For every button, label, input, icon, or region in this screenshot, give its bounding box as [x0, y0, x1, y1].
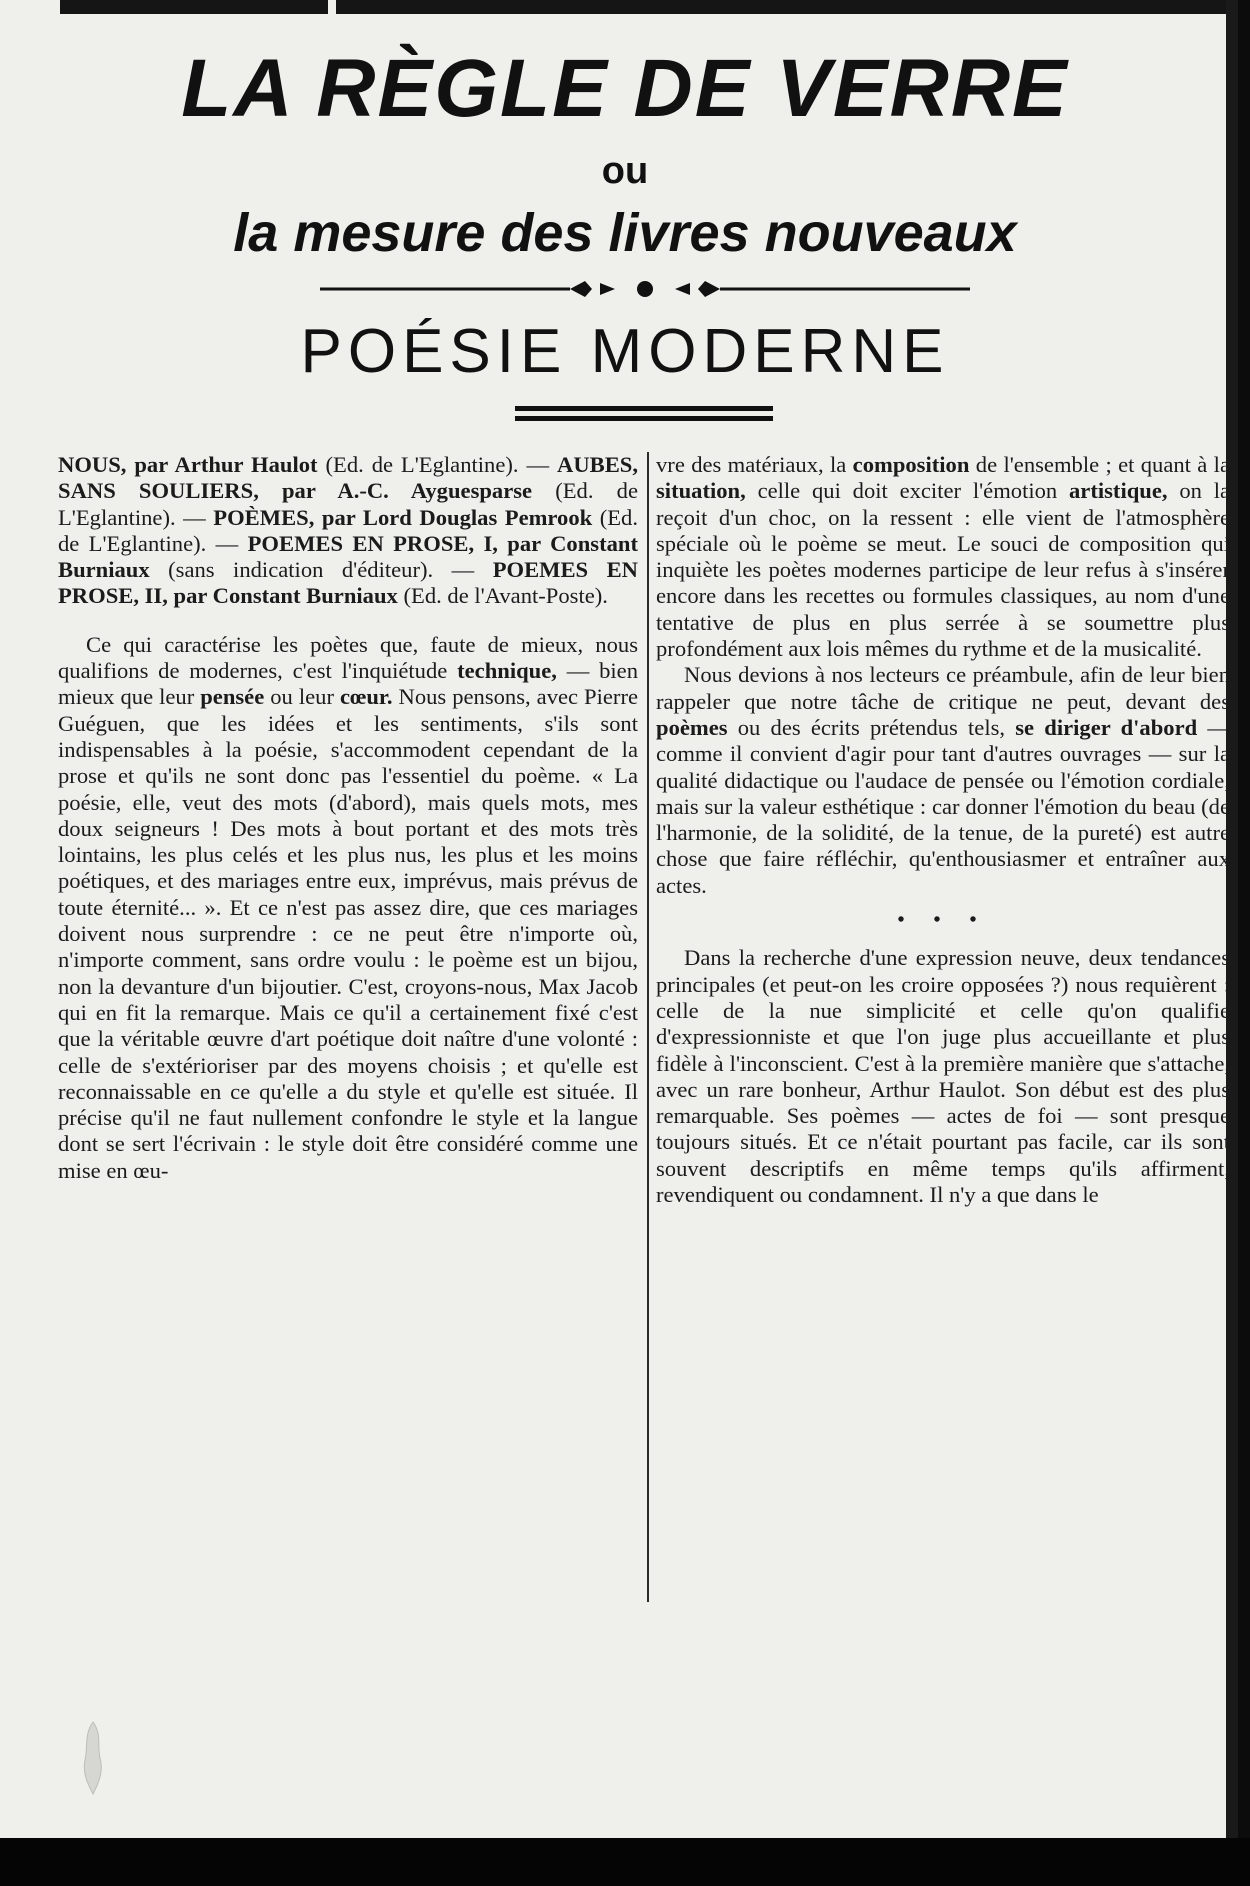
scan-smudge-mark [80, 1720, 106, 1796]
double-rule-divider [515, 406, 773, 424]
article-title: LA RÈGLE DE VERRE [181, 43, 1069, 134]
scan-border-bottom [0, 1838, 1250, 1886]
paragraph: Ce qui caractérise les poètes que, faute de mieux, nous qualifions de modernes, c'est l'inquiétude technique, — bien mieux que leur pensée ou leur cœur. Nous pensons, avec Pierre Guéguen, que les idées et les sentiments, s'ils sont indispensables à la poésie, s'accommodent cependant de la prose et qu'ils ne sont donc pas l'essentiel du poème. « La poésie, elle, veut des mots (d'abord), mais quels mots, mes doux seigneurs ! Des mots à bout portant et des mots très lointains, les plus celés et les plus nus, les plus et les moins poétiques, et des mariages entre eux, imprévus, mais prévus de toute éternité... ». Et ce n'est pas assez dire, que ces mariages doivent nous surprendre : ce ne peut être n'importe où, n'importe comment, sans ordre voulu : le poème est un bijou, non la devanture d'un bijoutier. C'est, croyons-nous, Max Jacob qui en fit la remarque. Mais ce qu'il a certainement fixé c'est que la véritable œuvre d'art poétique doit naître d'une volonté : celle de s'extérioriser par des moyens choisis ; et qu'elle est reconnaissable en ce qu'elle a du style et qu'elle est située. Il précise qu'il ne faut nullement confondre le style et la langue dont se sert l'écrivain : le style doit être considéré comme une mise en œu- [58, 631, 638, 1183]
article-subtitle: la mesure des livres nouveaux [233, 203, 1017, 263]
paragraph: vre des matériaux, la composition de l'ensemble ; et quant à la situation, celle qui doit exciter l'émotion artistique, on la reçoit d'un choc, on la ressent : elle vient de l'atmosphère spéciale où le poème se meut. Le souci de composition qui inquiète les poètes modernes participe de leur refus à s'insérer encore dans les recettes ou formules classiques, au nom d'une tentative de plus en plus serrée à se soumettre plus profondément aux lois mêmes du rythme et de la musicalité. [656, 452, 1230, 662]
paragraph: Dans la recherche d'une expression neuve, deux tendances principales (et peut-on les croire opposées ?) nous requièrent : celle de la nue simplicité et celle qu'on qualifie d'expressionniste et que l'on juge plus accueillante et plus fidèle à l'inconscient. C'est à la première manière que s'attache, avec un rare bonheur, Arthur Haulot. Son début est des plus remarquable. Ses poèmes — actes de foi — sont presque toujours situés. Et ce n'était pourtant pas facile, car ils sont souvent descriptifs en même temps qu'ils affirment, revendiquent ou condamnent. Il n'y a que dans le [656, 945, 1230, 1208]
column-divider [647, 452, 649, 1602]
right-column [656, 452, 1230, 1612]
section-separator: • • • [897, 909, 989, 932]
ornament-divider [320, 272, 970, 306]
book-list: NOUS, par Arthur Haulot (Ed. de L'Eglantine). — AUBES, SANS SOULIERS, par A.-C. Ayguesparse (Ed. de L'Eglantine). — POÈMES, par Lord Douglas Pemrook (Ed. de L'Eglantine). — POEMES EN PROSE, I, par Constant Burniaux (sans indication d'éditeur). — POEMES EN PROSE, II, par Constant Burniaux (Ed. de l'Avant-Poste). [58, 452, 639, 609]
title-conjunction: ou [601, 150, 649, 192]
left-column [58, 452, 638, 1612]
paragraph: Nous devions à nos lecteurs ce préambule, afin de leur bien rappeler que notre tâche de critique ne peut, devant des poèmes ou des écrits prétendus tels, se diriger d'abord — comme il convient d'agir pour tant d'autres ouvrages — sur la qualité didactique ou l'audace de pensée ou l'émotion cordiale, mais sur la valeur esthétique : car donner l'émotion du beau (de l'harmonie, de la solidité, de la tenue, de la pureté) est autre chose que faire réfléchir, qu'enthousiasmer et entraîner aux actes. [656, 662, 1230, 898]
top-rule-left [60, 0, 328, 14]
top-rule-right [336, 0, 1236, 14]
section-heading: POÉSIE MODERNE [300, 317, 950, 386]
